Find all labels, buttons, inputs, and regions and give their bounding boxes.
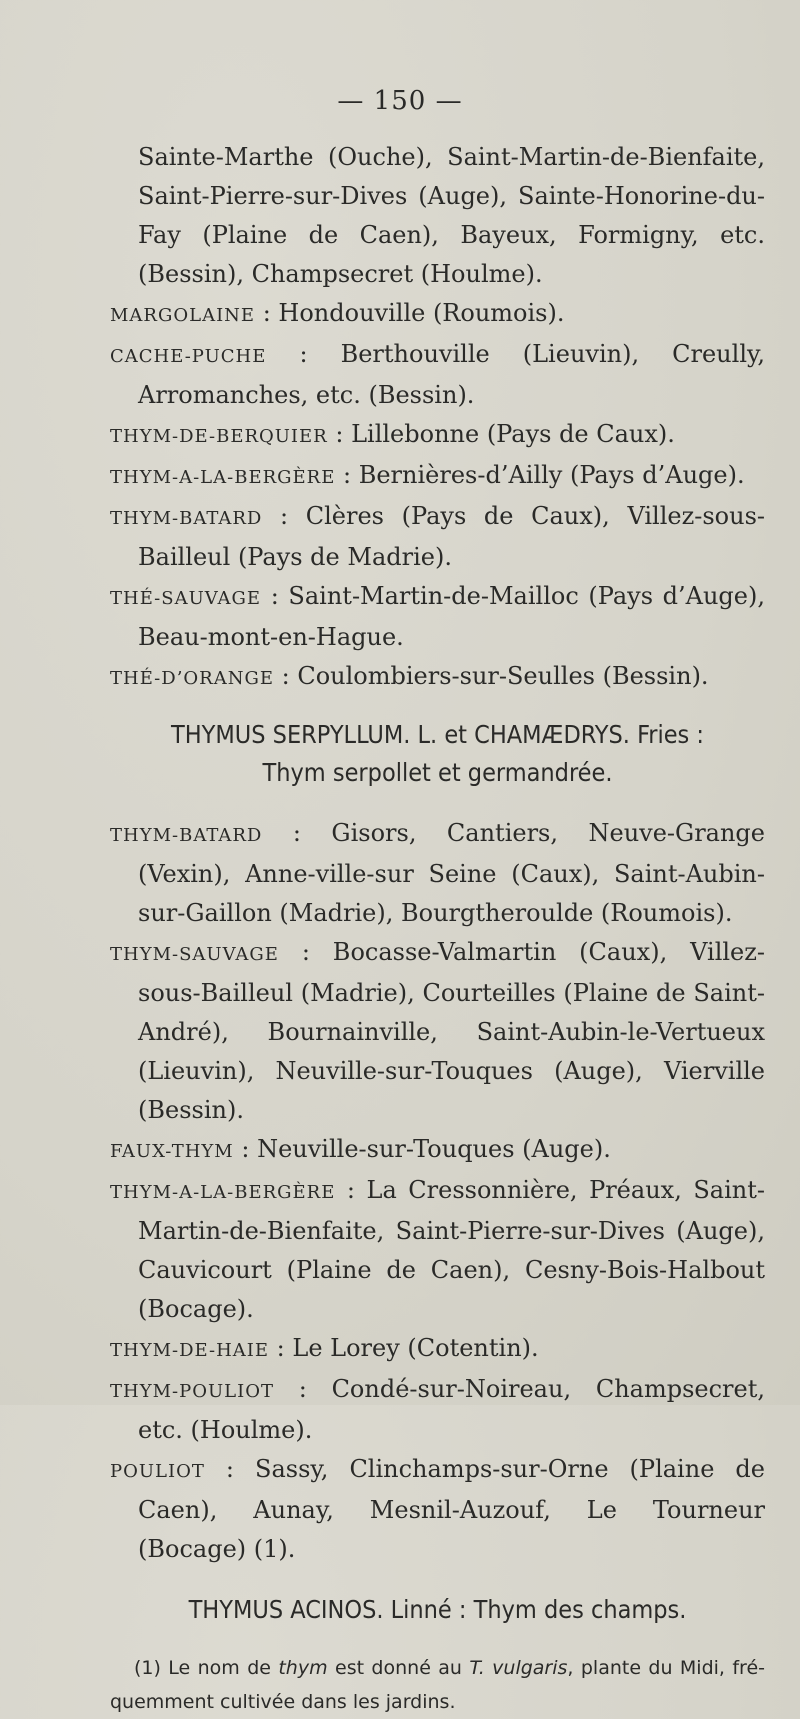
dialect-term: MARGOLAINE: [110, 305, 256, 326]
page-number: — 150 —: [337, 86, 463, 116]
dialect-term: THÉ-D’ORANGE: [110, 668, 274, 689]
footnote: (1) Le nom de thym est donné au T. vulgaris, plante du Midi, fré-quemment cultivée dans les jardins.: [110, 1657, 765, 1713]
dialect-term: POULIOT: [110, 1461, 205, 1482]
entry-thym-batard-2: THYM-BATARD : Gisors, Cantiers, Neuve-Grange (Vexin), Anne-ville-sur Seine (Caux), Saint-Aubin-sur-Gaillon (Madrie), Bourgtheroulde (Roumois).: [110, 819, 765, 927]
dialect-term: THYM-A-LA-BERGÈRE: [110, 467, 336, 488]
entry-the-sauvage: THÉ-SAUVAGE : Saint-Martin-de-Mailloc (Pays d’Auge), Beau-mont-en-Hague.: [110, 582, 765, 651]
dialect-term: THYM-DE-BERQUIER: [110, 426, 328, 447]
dialect-term: THYM-DE-HAIE: [110, 1340, 270, 1361]
entry-thym-a-la-bergere-2: THYM-A-LA-BERGÈRE : La Cressonnière, Préaux, Saint-Martin-de-Bienfaite, Saint-Pierre-sur-Dives (Auge), Cauvicourt (Plaine de Caen), Cesny-Bois-Halbout (Bocage).: [110, 1176, 765, 1323]
entry-thym-sauvage: THYM-SAUVAGE : Bocasse-Valmartin (Caux), Villez-sous-Bailleul (Madrie), Courteilles (Plaine de Saint-André), Bournainville, Saint-Aubin-le-Vertueux (Lieuvin), Neuville-sur-Touques (Auge), Vierville (Bessin).: [110, 938, 765, 1124]
dialect-term: THYM-POULIOT: [110, 1381, 274, 1402]
heading-line-2: Thym serpollet et germandrée.: [262, 758, 613, 787]
dialect-term: THYM-SAUVAGE: [110, 944, 279, 965]
entry-thym-de-haie: THYM-DE-HAIE : Le Lorey (Cotentin).: [110, 1334, 539, 1362]
entry-the-d-orange: THÉ-D’ORANGE : Coulombiers-sur-Seulles (Bessin).: [110, 662, 709, 690]
entry-thym-pouliot: THYM-POULIOT : Condé-sur-Noireau, Champsecret, etc. (Houlme).: [110, 1375, 765, 1444]
dialect-term: THYM-BATARD: [110, 825, 263, 846]
entry-cache-puche: CACHE-PUCHE : Berthouville (Lieuvin), Creully, Arromanches, etc. (Bessin).: [110, 340, 765, 409]
heading-line-1: THYMUS SERPYLLUM. L. et CHAMÆDRYS. Fries :: [171, 720, 704, 749]
entry-continuation: Sainte-Marthe (Ouche), Saint-Martin-de-Bienfaite, Saint-Pierre-sur-Dives (Auge), Sainte-Honorine-du-Fay (Plaine de Caen), Bayeux, Formigny, etc. (Bessin), Champsecret (Houlme).: [138, 143, 765, 288]
entry-thym-batard: THYM-BATARD : Clères (Pays de Caux), Villez-sous-Bailleul (Pays de Madrie).: [110, 502, 765, 571]
entry-thym-de-berquier: THYM-DE-BERQUIER : Lillebonne (Pays de Caux).: [110, 420, 675, 448]
dialect-term: THYM-A-LA-BERGÈRE: [110, 1182, 336, 1203]
entry-faux-thym: FAUX-THYM : Neuville-sur-Touques (Auge).: [110, 1135, 611, 1163]
section-heading-serpyllum: [110, 716, 765, 792]
entry-margolaine: MARGOLAINE : Hondouville (Roumois).: [110, 299, 565, 327]
dialect-term: FAUX-THYM: [110, 1141, 234, 1162]
dialect-term: THÉ-SAUVAGE: [110, 588, 262, 609]
section-heading-acinos: THYMUS ACINOS. Linné : Thym des champs.: [188, 1595, 687, 1624]
dialect-term: CACHE-PUCHE: [110, 346, 267, 367]
page-body: [110, 138, 765, 1719]
entry-pouliot: POULIOT : Sassy, Clinchamps-sur-Orne (Plaine de Caen), Aunay, Mesnil-Auzouf, Le Tourneur (Bocage) (1).: [110, 1455, 765, 1563]
entry-thym-a-la-bergere: THYM-A-LA-BERGÈRE : Bernières-d’Ailly (Pays d’Auge).: [110, 461, 745, 489]
dialect-term: THYM-BATARD: [110, 508, 263, 529]
